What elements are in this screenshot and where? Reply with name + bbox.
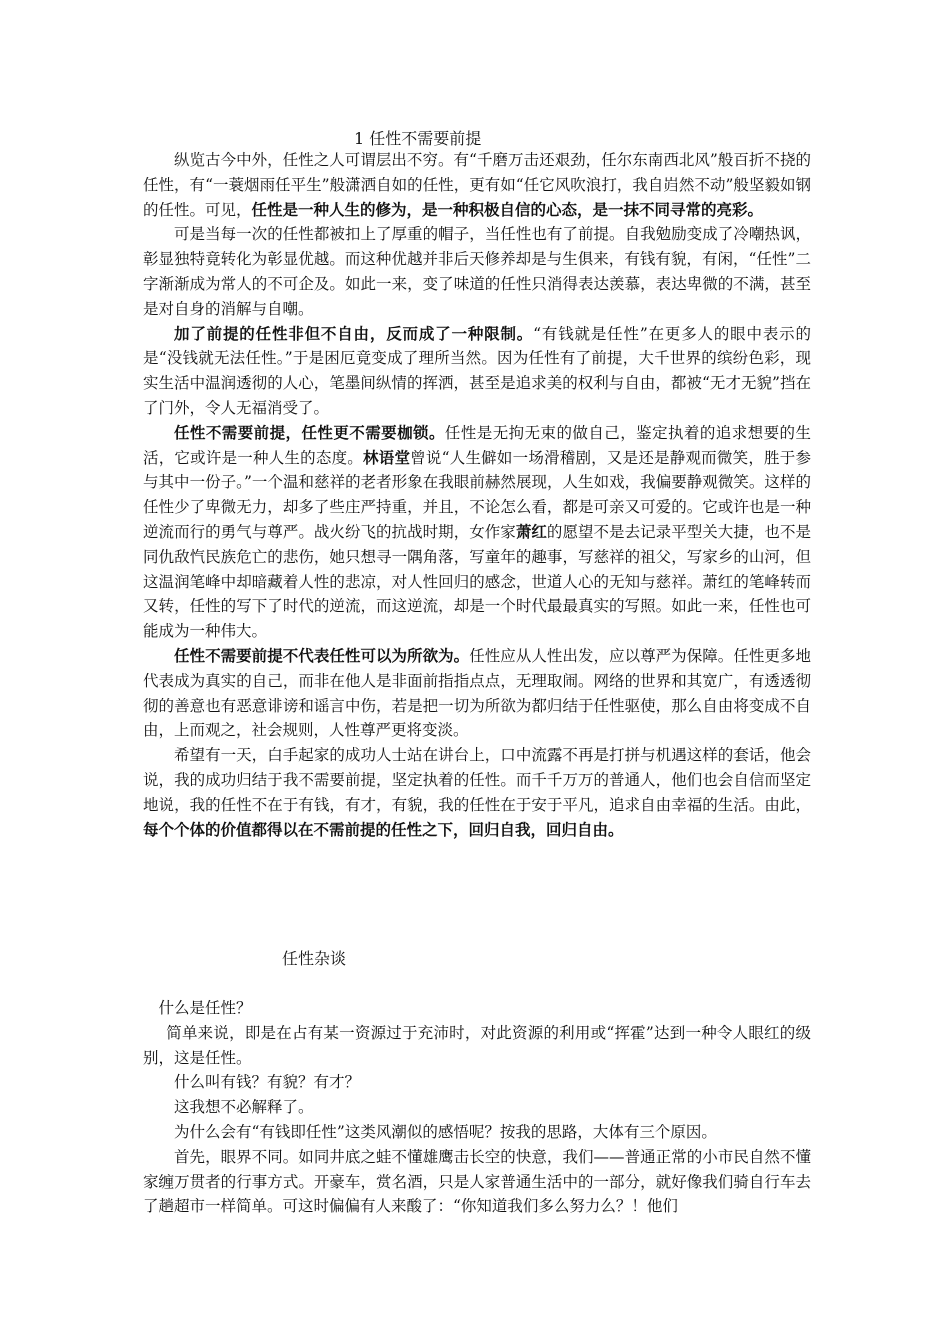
essay1-p4-text-c: 的愿望不是去记录平型关大捷，也不是同仇敌忾民族危亡的悲伤，她只想寻一隅角落，写童年的趣事，写慈祥的祖父，写家乡的山河，但这温润笔峰中却暗藏着人性的悲凉，对人性回归的感念，世道人心的无知与慈祥。萧红的笔峰转而又转，任性的写下了时代的逆流，而这逆流，却是一个时代最最真实的写照。如此一来，任性也可能成为一种伟大。 <box>143 522 811 641</box>
essay2-answer-1: 简单来说，即是在占有某一资源过于充沛时，对此资源的利用或“挥霍”达到一种令人眼红的级别，这是任性。 <box>143 1023 811 1067</box>
essay1-p4-name-lin: 林语堂 <box>363 447 411 467</box>
essay1-p4-name-xiao: 萧红 <box>515 521 547 541</box>
essay1-p5-text: 任性应从人性出发，应以尊严为保障。任性更多地代表成为真实的自己，而非在他人是非面前指指点点，无理取闹。网络的世界和其宽广，有透透彻彻的善意也有恶意诽谤和谣言中伤，若是把一切为所欲为都归结于任性驱使，那么自由将变成不自由，上而观之，社会规则，人性尊严更将变淡。 <box>143 646 811 740</box>
essay1-title: 1 任性不需要前提 <box>354 129 482 148</box>
essay1-paragraph-1 <box>143 148 811 222</box>
essay1-p6-bold: 每个个体的价值都得以在不需前提的任性之下，回归自我，回归自由。 <box>143 819 624 839</box>
essay2-question-1: 什么是任性？ <box>158 999 252 1017</box>
essay1-p6-text: 希望有一天，白手起家的成功人士站在讲台上，口中流露不再是打拼与机遇这样的套话，他会说，我的成功归结于我不需要前提，坚定执着的任性。而千千万万的普通人，他们也会自信而坚定地说，我的任性不在于有钱，有才，有貌，我的任性在于安于平凡，追求自由幸福的生活。由此， <box>143 746 811 814</box>
essay1-p4-text-a: 任性是无拘无束的做自己，鉴定执着的追求想要的生活，它或许是一种人生的态度。 <box>143 423 811 467</box>
essay2-answer-3: 首先，眼界不同。如同井底之蛙不懂雄鹰击长空的快意，我们——普通正常的小市民自然不懂家缠万贯者的行事方式。开豪车，赏名酒，只是人家普通生活中的一部分，就好像我们骑自行车去了趟超市一样简单。可这时偏偏有人来酸了：“你知道我们多么努力么？！他们 <box>143 1147 811 1216</box>
essay1-body <box>143 148 811 842</box>
essay2-body <box>143 996 811 1219</box>
essay2-question-2: 什么叫有钱？有貌？有才？ <box>174 1073 361 1092</box>
essay1-paragraph-2: 可是当每一次的任性都被扣上了厚重的帽子，当任性也有了前提。自我勉励变成了冷嘲热讽，彰显独特竟转化为彰显优越。而这种优越并非后天修养却是与生俱来，有钱有貌，有闲，“任性”二字渐渐成为常人的不可企及。如此一来，变了味道的任性只消得表达羡慕，表达卑微的不满，甚至是对自身的消解与自嘲。 <box>143 225 811 318</box>
essay1-p4-text-b: 曾说“人生僻如一场滑稽剧，又是还是静观而微笑，胜于参与其中一份子。”一个温和慈祥的老者形象在我眼前赫然展现，人生如戏，我偏要静观微笑。这样的任性少了卑微无力，却多了些庄严持重，并且，不论怎么看，都是可亲又可爱的。它或许也是一种逆流而行的勇气与尊严。战火纷飞的抗战时期，女作家 <box>143 448 811 541</box>
essay2-question-3: 为什么会有“有钱即任性”这类风潮似的感悟呢？按我的思路，大体有三个原因。 <box>174 1122 717 1141</box>
essay1-paragraph-4 <box>143 421 811 644</box>
essay1-p3-bold: 加了前提的任性非但不自由，反而成了一种限制。 <box>174 323 534 343</box>
essay1-paragraph-6 <box>143 743 811 842</box>
essay1-paragraph-3 <box>143 322 811 421</box>
essay1-p1-text: 纵览古今中外，任性之人可谓层出不穷。有“千磨万击还艰劲，任尔东南西北风”般百折不挠的任性，有“一蓑烟雨任平生”般潇洒自如的任性，更有如“任它风吹浪打，我自岿然不动”般坚毅如钢的任性。可见， <box>143 151 811 219</box>
essay1-p1-bold: 任性是一种人生的修为，是一种积极自信的心态，是一抹不同寻常的亮彩。 <box>251 199 764 219</box>
essay1-paragraph-5 <box>143 644 811 743</box>
essay2-answer-2: 这我想不必解释了。 <box>174 1098 314 1117</box>
essay1-p5-bold: 任性不需要前提不代表任性可以为所欲为。 <box>174 645 470 665</box>
essay2-title: 任性杂谈 <box>282 949 347 968</box>
essay1-p4-bold: 任性不需要前提，任性更不需要枷锁。 <box>174 422 445 442</box>
essay1-p3-text: “有钱就是任性”在更多人的眼中表示的是“没钱就无法任性。”于是困厄竟变成了理所当然。因为任性有了前提，大千世界的缤纷色彩，现实生活中温润透彻的人心，笔墨间纵情的挥洒，甚至是追求美的权利与自由，都被“无才无貌”挡在了门外，令人无福消受了。 <box>143 324 811 417</box>
